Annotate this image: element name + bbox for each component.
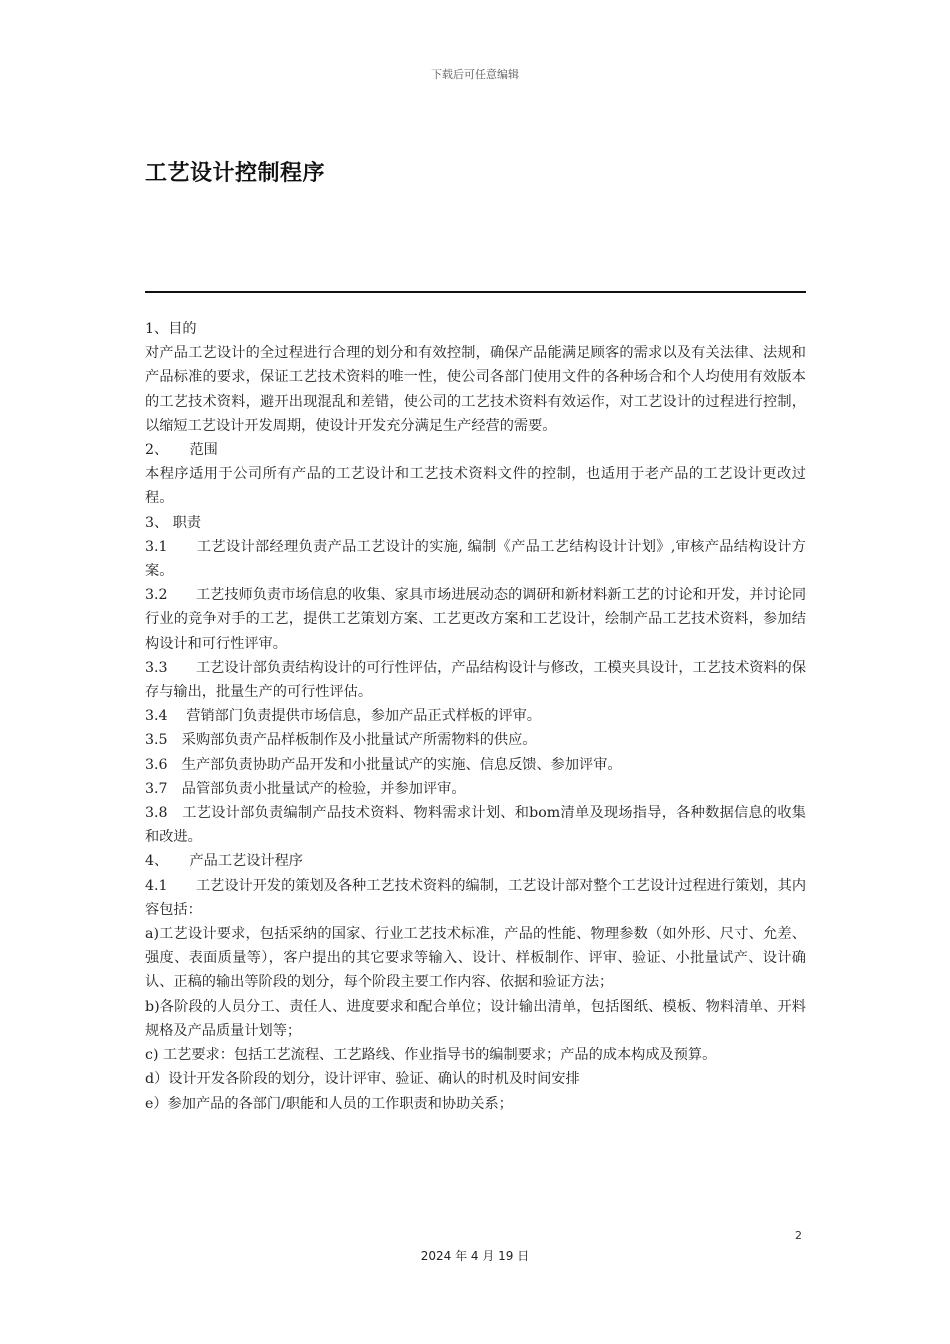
footer-date: 2024 年 4 月 19 日 [420,1249,530,1263]
item-3-2: 3.2 工艺技师负责市场信息的收集、家具市场进展动态的调研和新材料新工艺的讨论和开发，并讨论同行业的竞争对手的工艺，提供工艺策划方案、工艺更改方案和工艺设计，绘制产品工艺技术资料，参加结构设计和可行性评审。 [145,587,807,652]
paragraph-scope: 本程序适用于公司所有产品的工艺设计和工艺技术资料文件的控制，也适用于老产品的工艺设计更改过程。 [145,466,806,507]
item-3-7: 3.7 品管部负责小批量试产的检验，并参加评审。 [145,780,466,797]
section-heading-responsibilities: 3、 职责 [145,514,202,531]
paragraph-purpose: 对产品工艺设计的全过程进行合理的划分和有效控制，确保产品能满足顾客的需求以及有关法律、法规和产品标准的要求，保证工艺技术资料的唯一性，使公司各部门使用文件的各种场合和个人均使用有效版本的工艺技术资料，避开出现混乱和差错，使公司的工艺技术资料有效运作，对工艺设计的过程进行控制，以缩短工艺设计开发周期，使设计开发充分满足生产经营的需要。 [145,345,806,434]
item-3-4: 3.4 营销部门负责提供市场信息，参加产品正式样板的评审。 [145,708,541,725]
item-b: b)各阶段的人员分工、责任人、进度要求和配合单位；设计输出清单，包括图纸、模板、物料清单、开料规格及产品质量计划等； [145,998,806,1039]
page-number: 2 [795,1229,802,1242]
header-note: 下载后可任意编辑 [431,68,519,81]
item-c: c) 工艺要求：包括工艺流程、工艺路线、作业指导书的编制要求；产品的成本构成及预算。 [145,1047,717,1064]
section-heading-scope: 2、 范围 [145,442,218,459]
item-3-5: 3.5 采购部负责产品样板制作及小批量试产所需物料的供应。 [145,732,537,749]
section-heading-purpose: 1、目的 [145,321,197,337]
item-3-6: 3.6 生产部负责协助产品开发和小批量试产的实施、信息反馈、参加评审。 [145,756,622,773]
item-3-1: 3.1 工艺设计部经理负责产品工艺设计的实施, 编制《产品工艺结构设计计划》,审核产品结构设计方案。 [145,538,806,580]
item-a: a)工艺设计要求，包括采纳的国家、行业工艺技术标准，产品的性能、物理参数（如外形、尺寸、允差、强度、表面质量等），客户提出的其它要求等输入、设计、样板制作、评审、验证、小批量试产、设计确认、正稿的输出等阶段的划分，每个阶段主要工作内容、依据和验证方法； [145,926,806,991]
item-e: e）参加产品的各部门/职能和人员的工作职责和协助关系； [145,1095,513,1112]
document-title: 工艺设计控制程序 [145,161,326,186]
section-heading-procedure: 4、 产品工艺设计程序 [145,853,303,870]
title-divider [145,291,806,293]
item-4-1: 4.1 工艺设计开发的策划及各种工艺技术资料的编制，工艺设计部对整个工艺设计过程进行策划，其内容包括： [145,877,807,918]
item-d: d）设计开发各阶段的划分，设计评审、验证、确认的时机及时间安排 [145,1071,580,1088]
item-3-8: 3.8 工艺设计部负责编制产品技术资料、物料需求计划、和bom清单及现场指导，各种数据信息的收集和改进。 [145,805,806,846]
document-body [145,317,806,1116]
item-3-3: 3.3 工艺设计部负责结构设计的可行性评估，产品结构设计与修改，工模夹具设计，工艺技术资料的保存与输出，批量生产的可行性评估。 [145,659,807,701]
